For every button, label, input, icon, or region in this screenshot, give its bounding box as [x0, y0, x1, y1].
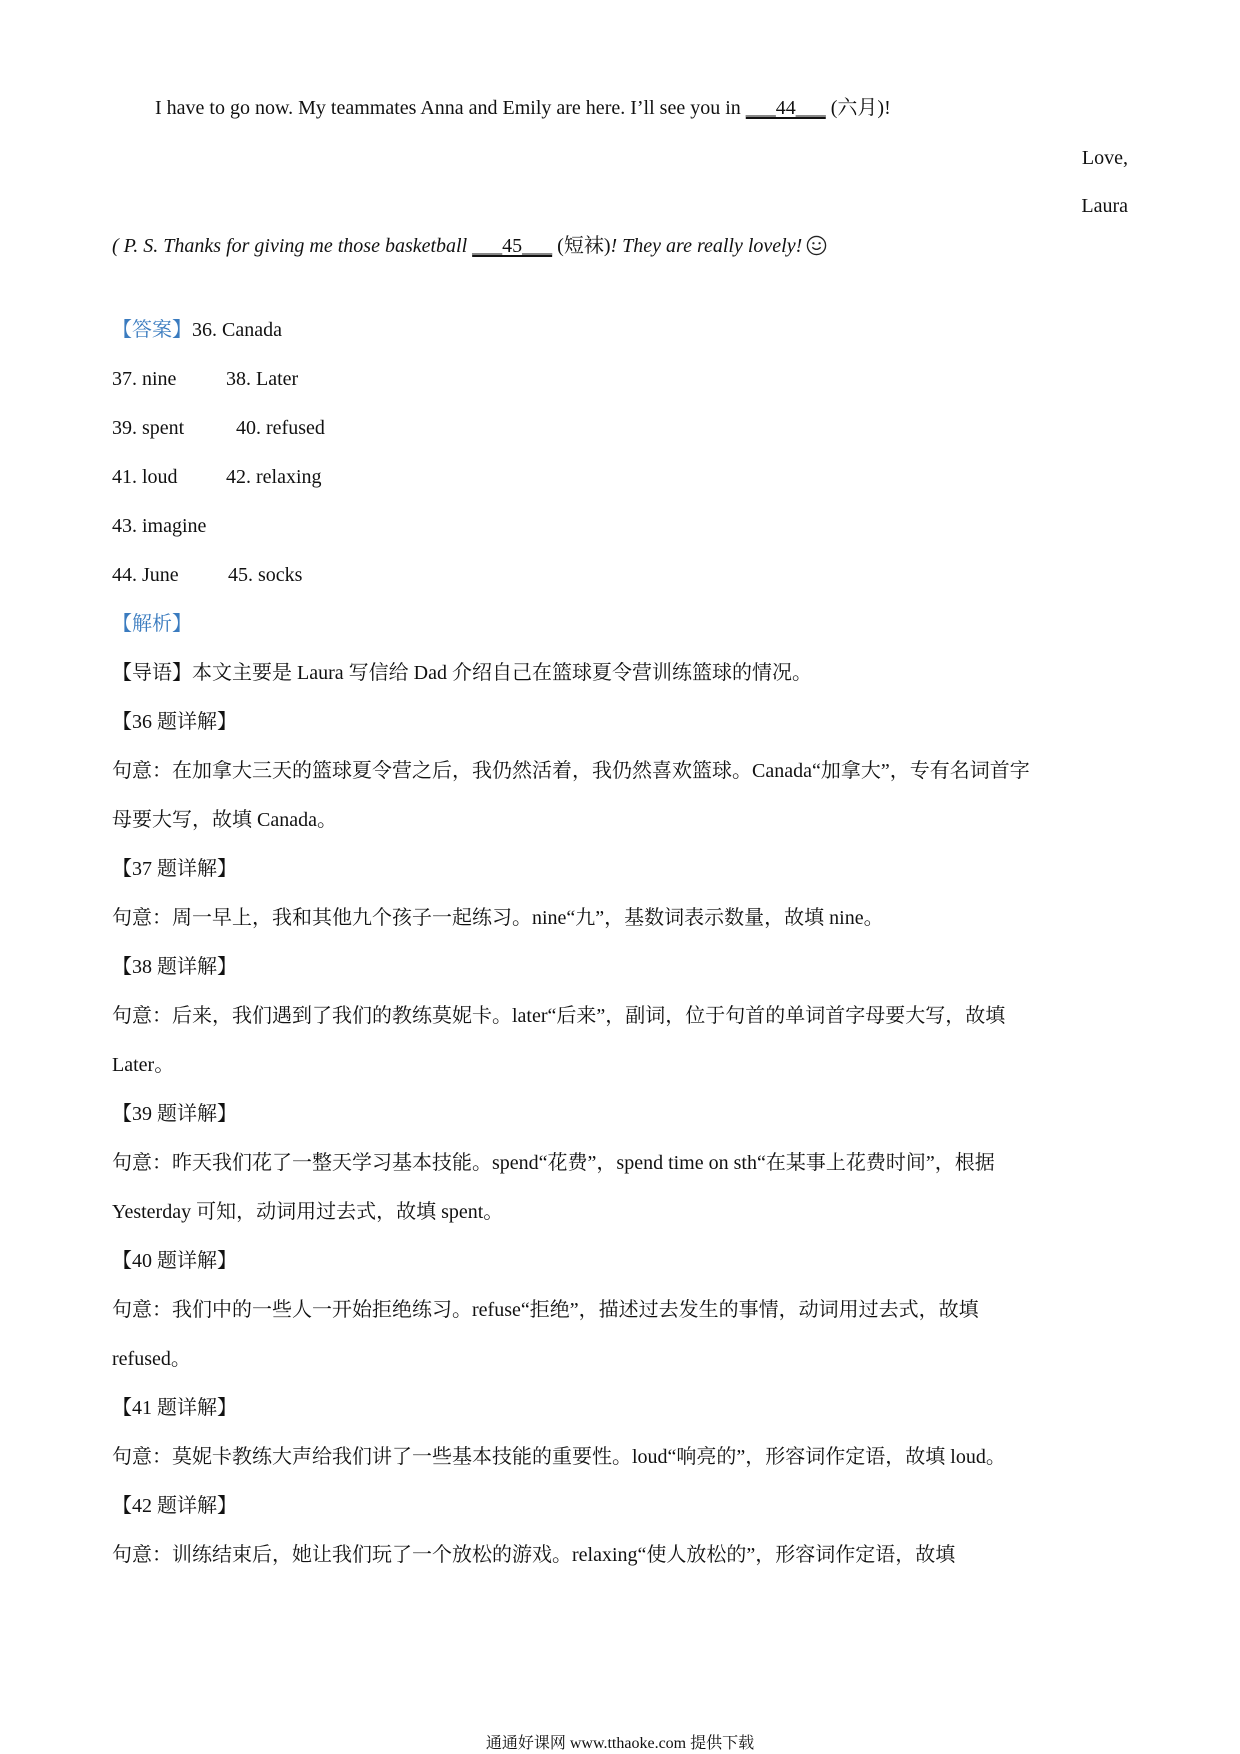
q39-title: 【39 题详解】 [112, 1103, 237, 1125]
answer-item: 42. relaxing [226, 466, 322, 488]
signoff-name: Laura [1081, 195, 1128, 217]
q39-line: 句意：昨天我们花了一整天学习基本技能。spend“花费”，spend time on sth“在某事上花费时间”，根据 [112, 1152, 995, 1174]
q41-title: 【41 题详解】 [112, 1397, 237, 1419]
smiley-icon [806, 235, 827, 256]
letter-line [155, 95, 891, 121]
q36-title: 【36 题详解】 [112, 711, 237, 733]
answer-line [112, 366, 298, 392]
q36-line: 母要大写，故填 Canada。 [112, 809, 337, 831]
q42-title: 【42 题详解】 [112, 1495, 237, 1517]
blank-44: ___44___ [745, 97, 826, 119]
q42-line: 句意：训练结束后，她让我们玩了一个放松的游戏。relaxing“使人放松的”，形容词作定语，故填 [112, 1544, 956, 1566]
q39-line: Yesterday 可知，动词用过去式，故填 spent。 [112, 1201, 504, 1223]
q40-line: refused。 [112, 1348, 191, 1370]
answer-line [112, 464, 322, 490]
answer-label: 【答案】 [112, 319, 192, 341]
signoff-love: Love, [1081, 147, 1128, 169]
q38-title: 【38 题详解】 [112, 956, 237, 978]
q38-line: 句意：后来，我们遇到了我们的教练莫妮卡。later“后来”，副词，位于句首的单词首字母要大写，故填 [112, 1005, 1006, 1027]
q38-line: Later。 [112, 1054, 175, 1076]
q40-title: 【40 题详解】 [112, 1250, 237, 1272]
letter-text: (六月)! [825, 97, 891, 119]
q36-line: 句意：在加拿大三天的篮球夏令营之后，我仍然活着，我仍然喜欢篮球。Canada“加拿大”，专有名词首字 [112, 760, 1030, 782]
answer-item: 36. Canada [192, 319, 282, 341]
q37-title: 【37 题详解】 [112, 858, 237, 880]
q37-line: 句意：周一早上，我和其他九个孩子一起练习。nine“九”，基数词表示数量，故填 nine。 [112, 907, 884, 929]
answer-item: 37. nine [112, 368, 177, 390]
analysis-label: 【解析】 [112, 613, 192, 635]
blank-45: ___45___ [472, 235, 553, 257]
intro-text: 【导语】本文主要是 Laura 写信给 Dad 介绍自己在篮球夏令营训练篮球的情况。 [112, 662, 812, 684]
answer-line [112, 415, 325, 441]
postscript: ( P. S. Thanks for giving me those basketball ___45___ (短袜)! They are really lovely! [112, 233, 827, 259]
answer-item: 43. imagine [112, 515, 207, 537]
letter-text: I have to go now. My teammates Anna and Emily are here. I’ll see you in [155, 97, 746, 119]
answer-item: 39. spent [112, 417, 185, 439]
answer-item: 40. refused [236, 417, 325, 439]
answer-item: 45. socks [228, 564, 303, 586]
answer-item: 41. loud [112, 466, 178, 488]
answer-item: 44. June [112, 564, 179, 586]
answer-item: 38. Later [226, 368, 299, 390]
footer-watermark: 通通好课网 www.tthaoke.com 提供下载 [485, 1735, 755, 1752]
q40-line: 句意：我们中的一些人一开始拒绝练习。refuse“拒绝”，描述过去发生的事情，动词用过去式，故填 [112, 1299, 979, 1321]
q41-line: 句意：莫妮卡教练大声给我们讲了一些基本技能的重要性。loud“响亮的”，形容词作定语，故填 loud。 [112, 1446, 1006, 1468]
answer-line [112, 562, 302, 588]
answer-line [112, 317, 282, 343]
